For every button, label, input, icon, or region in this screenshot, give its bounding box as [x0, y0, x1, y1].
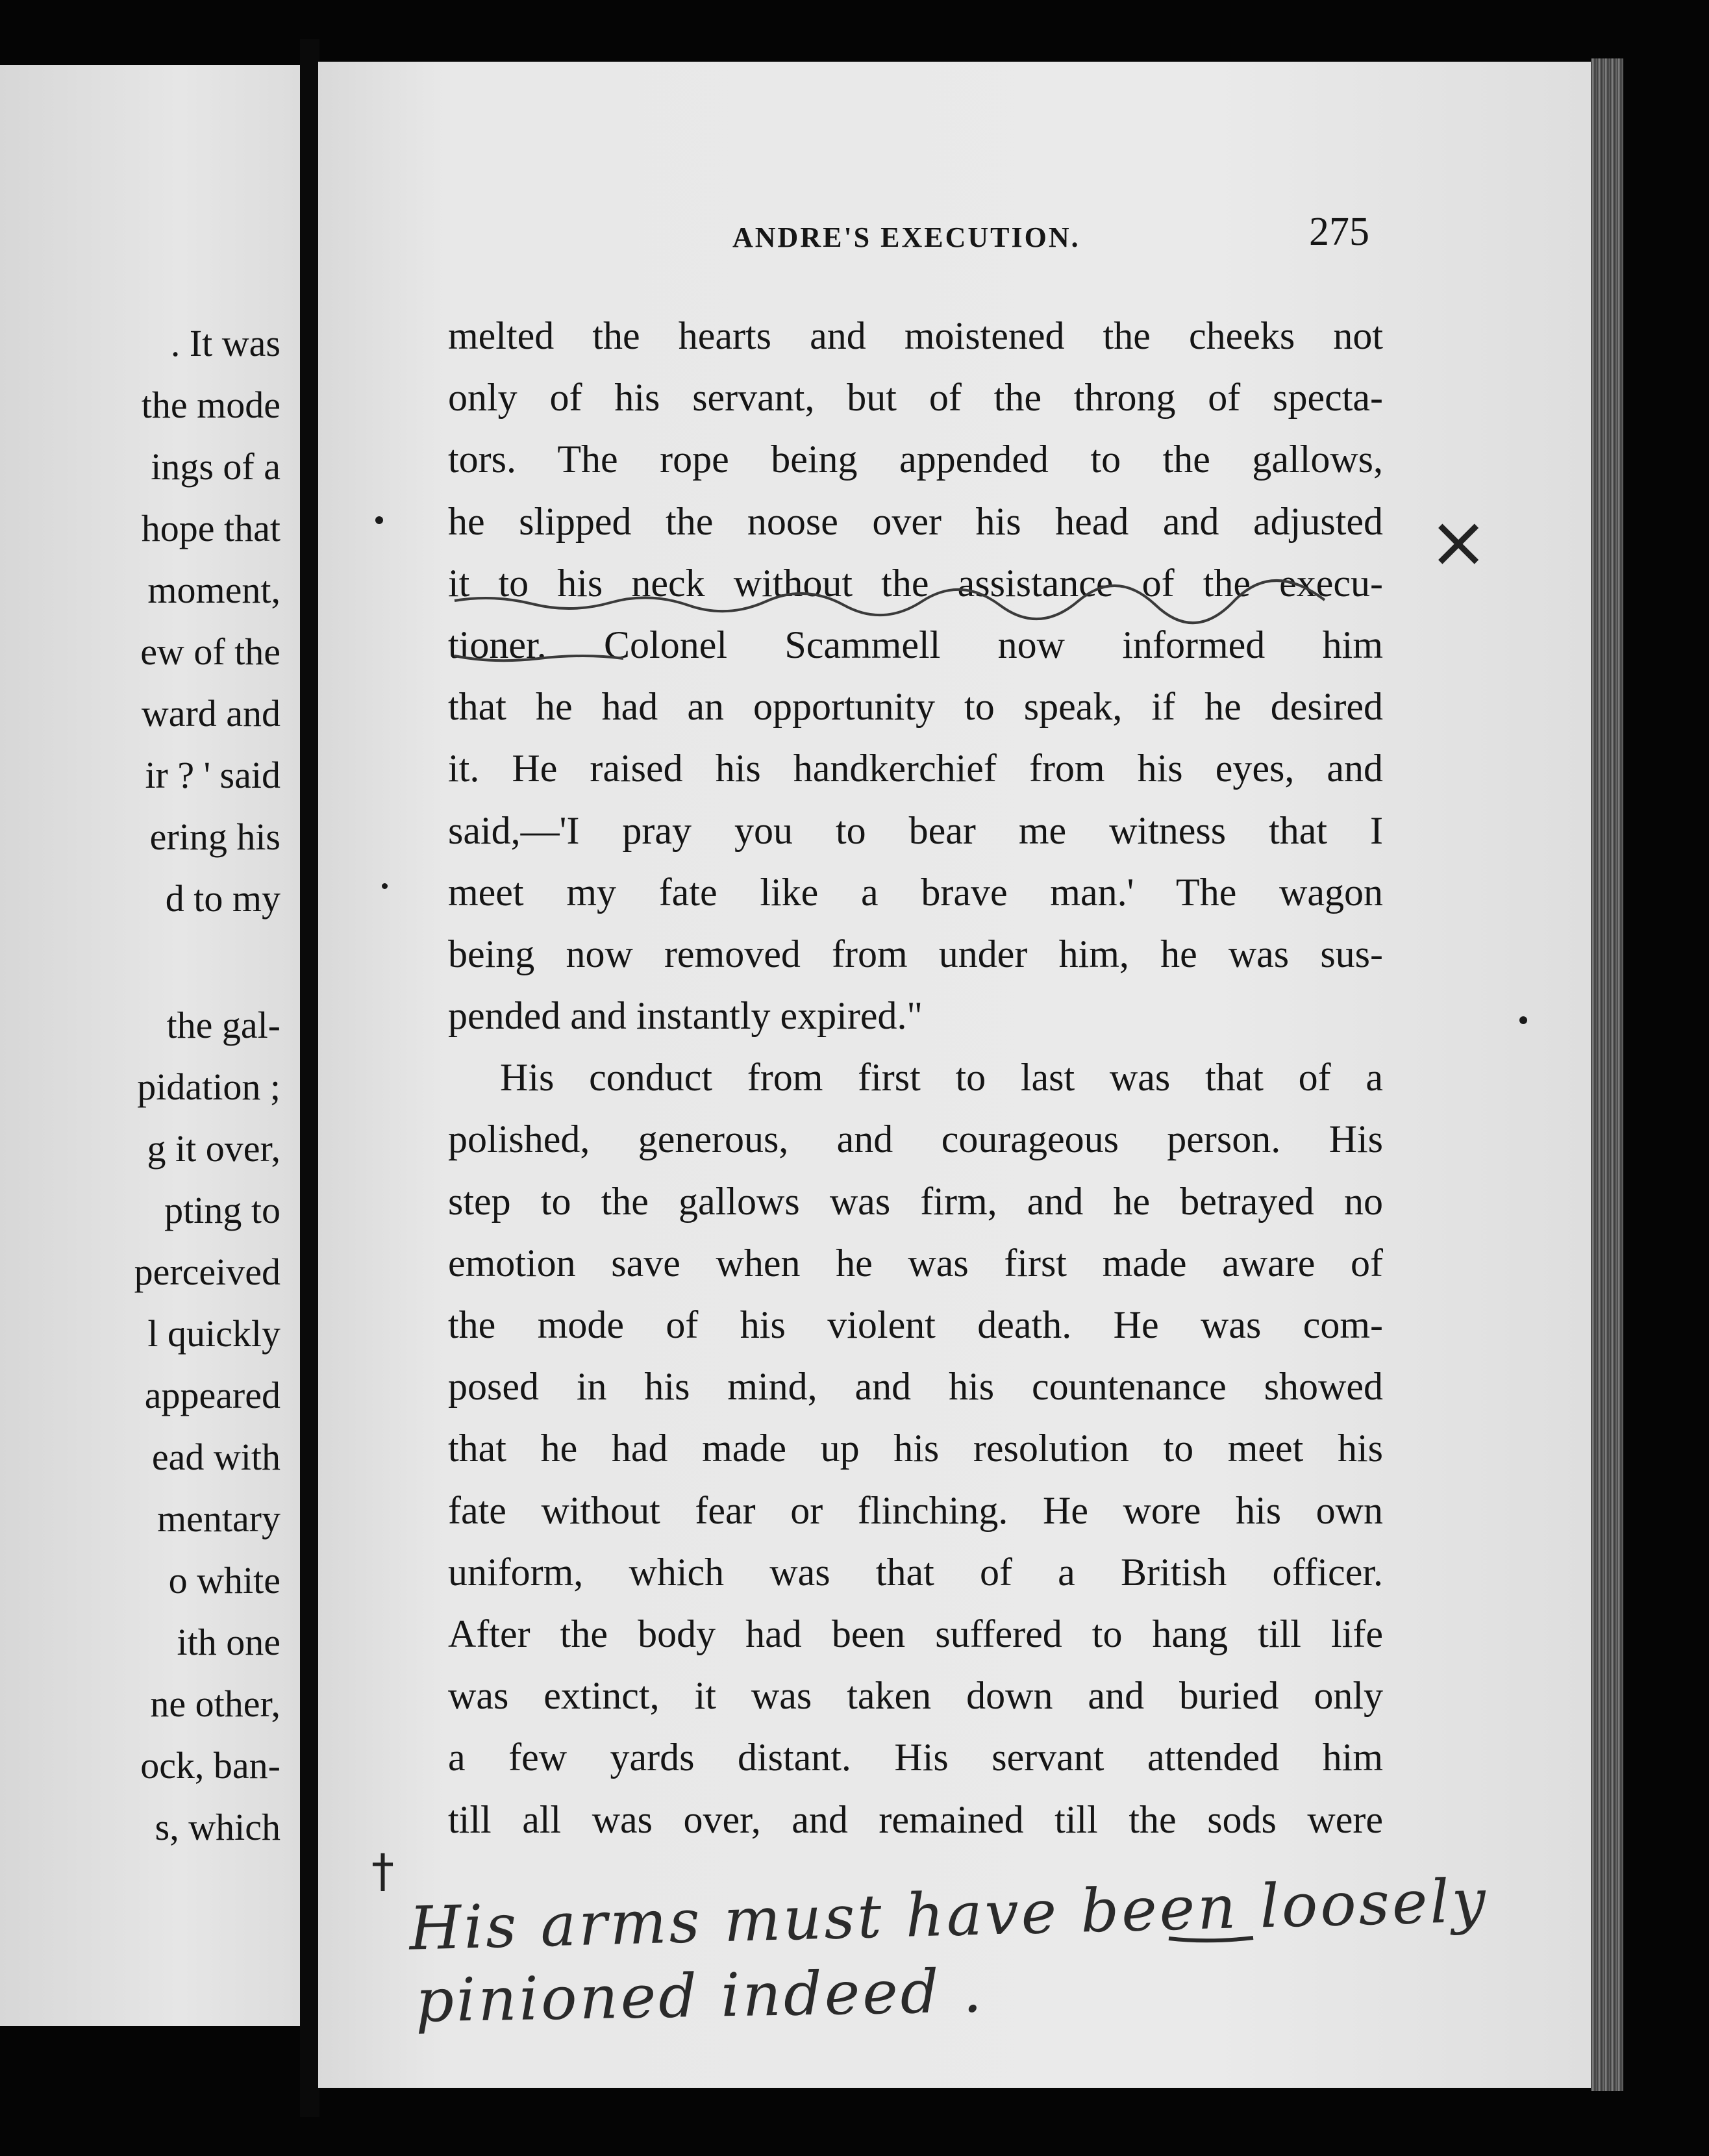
- text-line: he slipped the noose over his head and adjusted: [448, 499, 1383, 543]
- text-line: fate without fear or flinching. He wore his own: [448, 1488, 1383, 1532]
- left-page-line: d to my: [165, 877, 281, 920]
- left-page-line: mentary: [156, 1498, 281, 1540]
- left-page-line: ead with: [151, 1436, 281, 1478]
- page-number: 275: [1309, 210, 1369, 254]
- text-line: it. He raised his handkerchief from his eyes, and: [448, 747, 1383, 790]
- text-line: posed in his mind, and his countenance showed: [448, 1365, 1383, 1409]
- left-page-line: the gal-: [166, 1004, 281, 1046]
- text-line: meet my fate like a brave man.' The wagon: [448, 870, 1383, 914]
- text-line: melted the hearts and moistened the cheeks not: [448, 314, 1383, 357]
- margin-x-mark: ×: [1428, 500, 1489, 583]
- text-line: the mode of his violent death. He was com-: [448, 1303, 1383, 1346]
- left-page-line: ew of the: [140, 631, 281, 673]
- handwritten-note-line-2: pinioned indeed .: [415, 1956, 985, 2036]
- left-page-line: ir ? ' said: [145, 754, 281, 796]
- text-line: step to the gallows was firm, and he betrayed no: [448, 1179, 1383, 1223]
- text-line: being now removed from under him, he was sus-: [448, 932, 1383, 975]
- text-line: His conduct from first to last was that of a: [500, 1056, 1383, 1099]
- left-page-line: ith one: [177, 1621, 281, 1663]
- scan-speck: [382, 883, 388, 889]
- left-page-line: hope that: [141, 507, 281, 549]
- handwritten-note-line-1: His arms must have been loosely: [408, 1866, 1489, 1964]
- left-page-line: s, which: [155, 1806, 281, 1848]
- left-page-line: . It was: [170, 322, 281, 364]
- left-page-line: the mode: [141, 384, 281, 426]
- text-line: that he had an opportunity to speak, if he desired: [448, 685, 1383, 729]
- left-page-line: perceived: [134, 1251, 281, 1293]
- scan-speck: [375, 516, 383, 524]
- text-line: pended and instantly expired.": [448, 994, 923, 1038]
- text-line: only of his servant, but of the throng of specta-: [448, 376, 1383, 420]
- text-line: uniform, which was that of a British officer.: [448, 1550, 1383, 1594]
- text-line: a few yards distant. His servant attended him: [448, 1736, 1383, 1779]
- text-line: After the body had been suffered to hang till life: [448, 1612, 1383, 1655]
- left-page-line: ering his: [149, 816, 281, 858]
- text-line: said,—'I pray you to bear me witness that I: [448, 808, 1383, 852]
- left-page-line: pting to: [164, 1189, 281, 1231]
- footnote-mark: †: [371, 1844, 394, 1898]
- left-page-line: appeared: [144, 1374, 281, 1416]
- left-page-line: moment,: [147, 569, 281, 611]
- left-page-line: ings of a: [151, 445, 281, 488]
- text-line: polished, generous, and courageous person. His: [448, 1118, 1383, 1161]
- left-page-line: ward and: [141, 692, 281, 734]
- text-line: emotion save when he was first made aware of: [448, 1241, 1383, 1285]
- running-head: ANDRE'S EXECUTION.: [732, 221, 1080, 253]
- left-page-line: ock, ban-: [140, 1744, 281, 1786]
- text-line: tors. The rope being appended to the gallows,: [448, 438, 1383, 481]
- left-page-line: pidation ;: [137, 1066, 281, 1108]
- text-line: that he had made up his resolution to meet his: [448, 1427, 1383, 1470]
- left-page-line: o white: [168, 1559, 281, 1601]
- left-page-line: ne other,: [150, 1683, 281, 1725]
- text-line: it to his neck without the assistance of the execu-: [448, 561, 1383, 605]
- scan-speck: [1519, 1016, 1527, 1024]
- text-line: was extinct, it was taken down and buried only: [448, 1674, 1383, 1718]
- left-page-line: l quickly: [147, 1312, 281, 1355]
- text-line: tioner. Colonel Scammell now informed him: [448, 623, 1383, 666]
- left-page-line: g it over,: [147, 1127, 281, 1170]
- text-line: till all was over, and remained till the sods were: [448, 1798, 1383, 1841]
